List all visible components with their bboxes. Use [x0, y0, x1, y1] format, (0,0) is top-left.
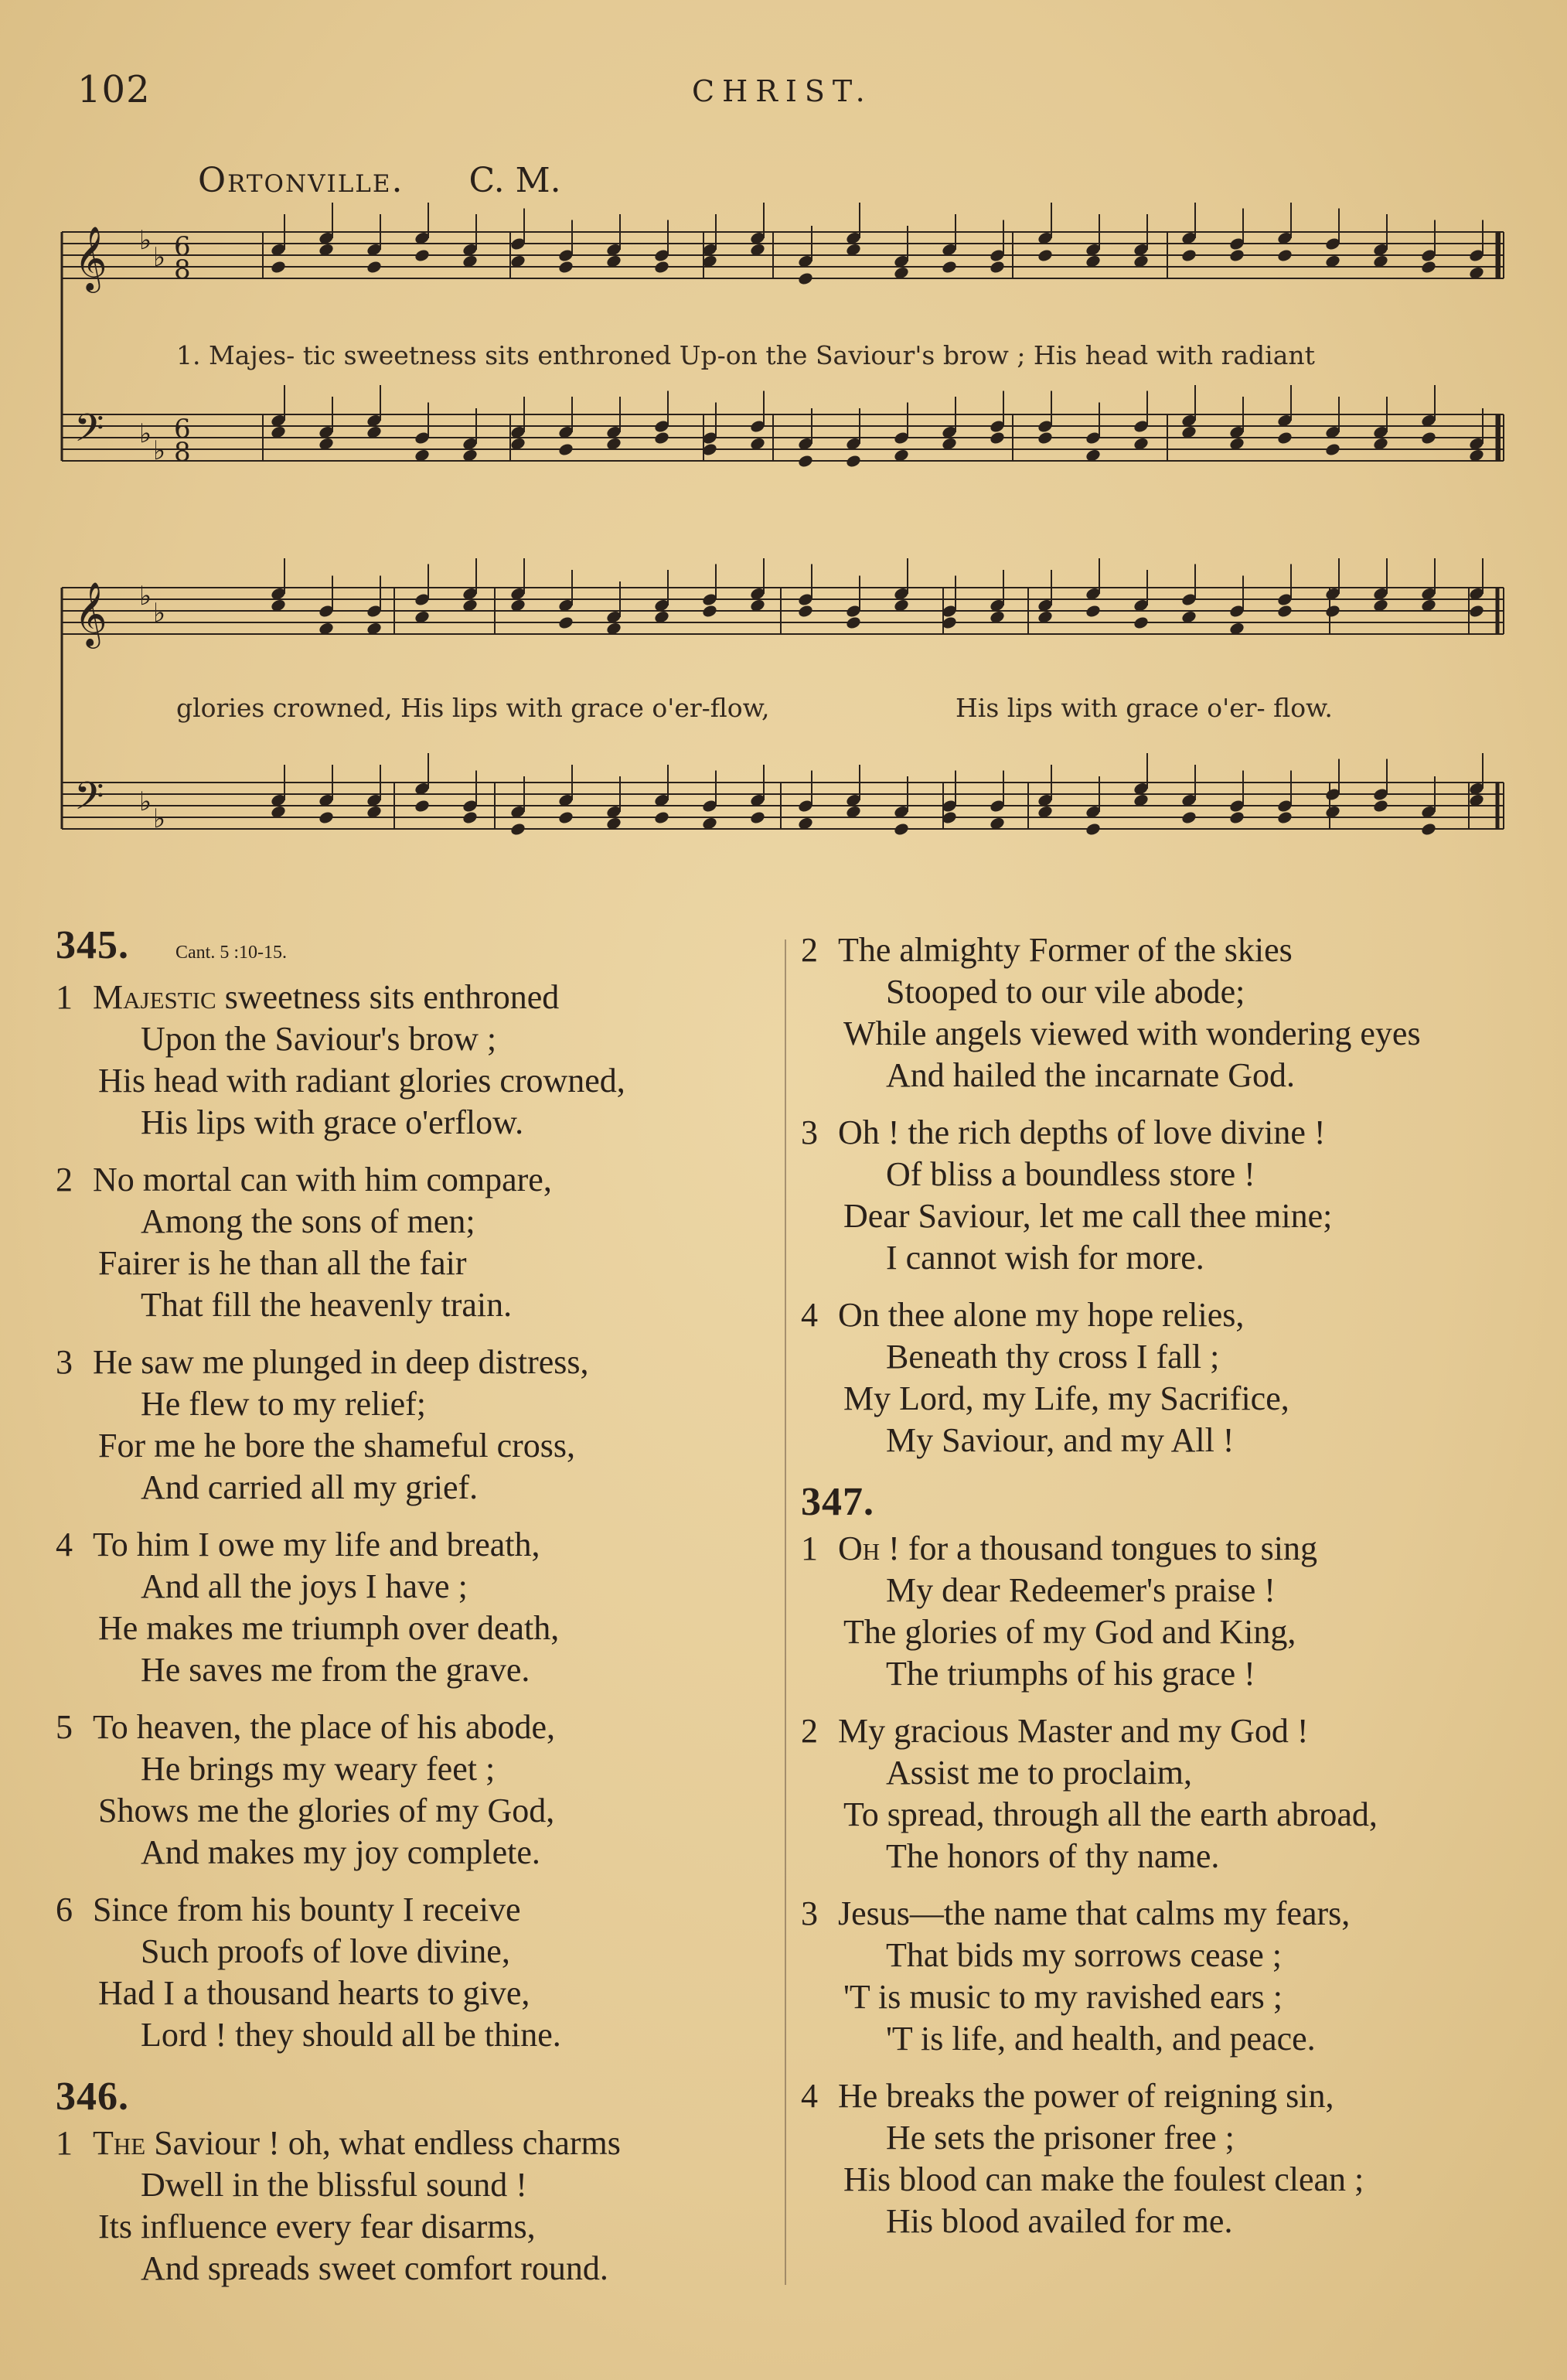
- verse-line: The honors of thy name.: [886, 1837, 1220, 1875]
- svg-text:8: 8: [174, 254, 191, 285]
- tune-name: Ortonville.: [198, 161, 404, 200]
- stanza-number: 2: [801, 931, 818, 969]
- stanza-number: 2: [801, 1712, 818, 1750]
- verse-line: And carried all my grief.: [141, 1468, 479, 1506]
- stanza-number: 3: [56, 1343, 73, 1381]
- verse-line: The almighty Former of the skies: [838, 931, 1293, 969]
- svg-text:6: 6: [174, 414, 191, 445]
- running-title: CHRIST.: [692, 74, 873, 108]
- stanza-number: 3: [801, 1113, 818, 1151]
- first-word: The: [93, 2124, 146, 2162]
- hymn-345: [56, 925, 775, 2056]
- stanza: [801, 2075, 1543, 2242]
- verse-line: His head with radiant glories crowned,: [98, 1062, 625, 1100]
- svg-text:♭: ♭: [139, 225, 152, 256]
- stanza-number: 1: [56, 978, 73, 1016]
- verse-line: To spread, through all the earth abroad,: [843, 1795, 1378, 1833]
- verse-line: Dwell in the blissful sound !: [141, 2166, 527, 2204]
- verse-line: And makes my joy complete.: [141, 1833, 540, 1871]
- svg-text:𝄢: 𝄢: [74, 774, 104, 828]
- verse-line: He brings my weary feet ;: [141, 1750, 496, 1788]
- hymn-347: [801, 1482, 1543, 2242]
- stanza: [56, 1342, 775, 1509]
- stanza-number: 1: [801, 1529, 818, 1567]
- verse-line: He saves me from the grave.: [141, 1651, 530, 1689]
- svg-text:♭: ♭: [139, 418, 152, 449]
- music-lyric-line-1: 1. Majes- tic sweetness sits enthroned Up-on the Saviour's brow ; His head with radiant: [176, 340, 1315, 370]
- music-clefs: [74, 225, 191, 834]
- verse-line: I cannot wish for more.: [886, 1239, 1204, 1277]
- music-score: [0, 0, 1567, 928]
- verse-line: His blood availed for me.: [886, 2202, 1233, 2240]
- svg-text:♭: ♭: [153, 242, 166, 273]
- stanza: [801, 1294, 1543, 1461]
- stanza: [56, 977, 775, 1144]
- verse-line: 'T is music to my ravished ears ;: [843, 1978, 1283, 2016]
- music-lyric-line-2a: glories crowned, His lips with grace o'er-flow,: [176, 693, 770, 723]
- verse-line: Lord ! they should all be thine.: [141, 2016, 561, 2054]
- stanza-number: 4: [801, 1296, 818, 1334]
- verse-line: He sets the prisoner free ;: [886, 2119, 1235, 2157]
- verse-line: For me he bore the shameful cross,: [98, 1427, 576, 1464]
- verse-line: Oh ! the rich depths of love divine !: [838, 1113, 1326, 1151]
- stanza: [801, 1710, 1543, 1877]
- left-column: [56, 925, 775, 2290]
- verse-line: That bids my sorrows cease ;: [886, 1936, 1282, 1974]
- right-column: [801, 929, 1543, 2242]
- stanza: [56, 1889, 775, 2056]
- stanza: [56, 1707, 775, 1874]
- stanza-number: 1: [56, 2124, 73, 2162]
- svg-text:♭: ♭: [153, 598, 166, 629]
- first-word: Oh: [838, 1529, 881, 1567]
- svg-text:♭: ♭: [153, 803, 166, 834]
- stanza-number: 4: [56, 1526, 73, 1563]
- svg-text:6: 6: [174, 231, 191, 262]
- verse-line: ! for a thousand tongues to sing: [888, 1529, 1317, 1567]
- svg-text:♭: ♭: [139, 581, 152, 612]
- verse-line: Saviour ! oh, what endless charms: [154, 2124, 621, 2162]
- stanza: [801, 1112, 1543, 1279]
- verse-line: Had I a thousand hearts to give,: [98, 1974, 530, 2012]
- verse-line: Its influence every fear disarms,: [98, 2208, 536, 2245]
- tune-meter: C. M.: [468, 161, 561, 200]
- verse-line: Assist me to proclaim,: [886, 1754, 1192, 1792]
- verse-line: Among the sons of men;: [141, 1202, 475, 1240]
- verse-line: sweetness sits enthroned: [224, 978, 560, 1016]
- stanza: [801, 1893, 1543, 2060]
- verse-line: Upon the Saviour's brow ;: [141, 1020, 497, 1058]
- svg-text:𝄞: 𝄞: [74, 581, 107, 646]
- verse-line: To him I owe my life and breath,: [93, 1526, 540, 1563]
- scripture-reference: Cant. 5 :10-15.: [175, 943, 287, 963]
- svg-text:𝄢: 𝄢: [74, 406, 104, 460]
- verse-line: On thee alone my hope relies,: [838, 1296, 1245, 1334]
- verse-line: My dear Redeemer's praise !: [886, 1571, 1276, 1609]
- verse-line: And hailed the incarnate God.: [886, 1056, 1296, 1094]
- verse-line: Beneath thy cross I fall ;: [886, 1338, 1220, 1376]
- svg-text:♭: ♭: [153, 435, 166, 466]
- verse-line: And spreads sweet comfort round.: [141, 2249, 608, 2287]
- music-notes: [270, 203, 1485, 837]
- stanza: [56, 1524, 775, 1691]
- first-word: Majestic: [93, 978, 216, 1016]
- verse-line: To heaven, the place of his abode,: [93, 1708, 556, 1746]
- verse-line: His blood can make the foulest clean ;: [843, 2160, 1364, 2198]
- verse-line: The glories of my God and King,: [843, 1613, 1296, 1651]
- hymn-number: 347.: [801, 1480, 874, 1524]
- stanza-number: 3: [801, 1894, 818, 1932]
- verse-line: The triumphs of his grace !: [886, 1655, 1255, 1693]
- verse-line: Since from his bounty I receive: [93, 1891, 521, 1928]
- verse-line: He saw me plunged in deep distress,: [93, 1343, 589, 1381]
- stanza-number: 6: [56, 1891, 73, 1928]
- svg-text:8: 8: [174, 437, 191, 468]
- verse-line: 'T is life, and health, and peace.: [886, 2020, 1316, 2058]
- verse-line: He flew to my relief;: [141, 1385, 426, 1423]
- verse-line: That fill the heavenly train.: [141, 1286, 513, 1324]
- svg-text:𝄞: 𝄞: [74, 225, 107, 290]
- verse-line: Dear Saviour, let me call thee mine;: [843, 1197, 1333, 1235]
- verse-line: Stooped to our vile abode;: [886, 973, 1245, 1011]
- page-number: 102: [77, 68, 151, 111]
- stanza-number: 2: [56, 1161, 73, 1199]
- verse-line: He breaks the power of reigning sin,: [838, 2077, 1334, 2115]
- music-lyric-line-2b: His lips with grace o'er- flow.: [956, 693, 1333, 723]
- verse-line: Such proofs of love divine,: [141, 1932, 510, 1970]
- verse-line: Fairer is he than all the fair: [98, 1244, 467, 1282]
- verse-line: My Saviour, and my All !: [886, 1421, 1235, 1459]
- verse-line: My Lord, my Life, my Sacrifice,: [843, 1379, 1289, 1417]
- svg-text:♭: ♭: [139, 786, 152, 817]
- stanza-number: 4: [801, 2077, 818, 2115]
- verse-line: While angels viewed with wondering eyes: [843, 1014, 1421, 1052]
- verse-line: Jesus—the name that calms my fears,: [838, 1894, 1351, 1932]
- verse-line: Of bliss a boundless store !: [886, 1155, 1255, 1193]
- verse-line: And all the joys I have ;: [141, 1567, 468, 1605]
- column-divider: [785, 939, 786, 2285]
- stanza: [801, 929, 1543, 1096]
- hymn-number: 346.: [56, 2075, 129, 2119]
- hymn-346: [56, 2076, 775, 2290]
- hymn-number: 345.: [56, 923, 129, 967]
- stanza: [801, 1528, 1543, 1695]
- verse-line: My gracious Master and my God !: [838, 1712, 1309, 1750]
- verse-line: No mortal can with him compare,: [93, 1161, 552, 1199]
- verse-line: Shows me the glories of my God,: [98, 1792, 555, 1829]
- stanza-number: 5: [56, 1708, 73, 1746]
- stanza: [56, 1159, 775, 1326]
- stanza: [56, 2123, 775, 2290]
- verse-line: His lips with grace o'erflow.: [141, 1103, 524, 1141]
- verse-line: He makes me triumph over death,: [98, 1609, 560, 1647]
